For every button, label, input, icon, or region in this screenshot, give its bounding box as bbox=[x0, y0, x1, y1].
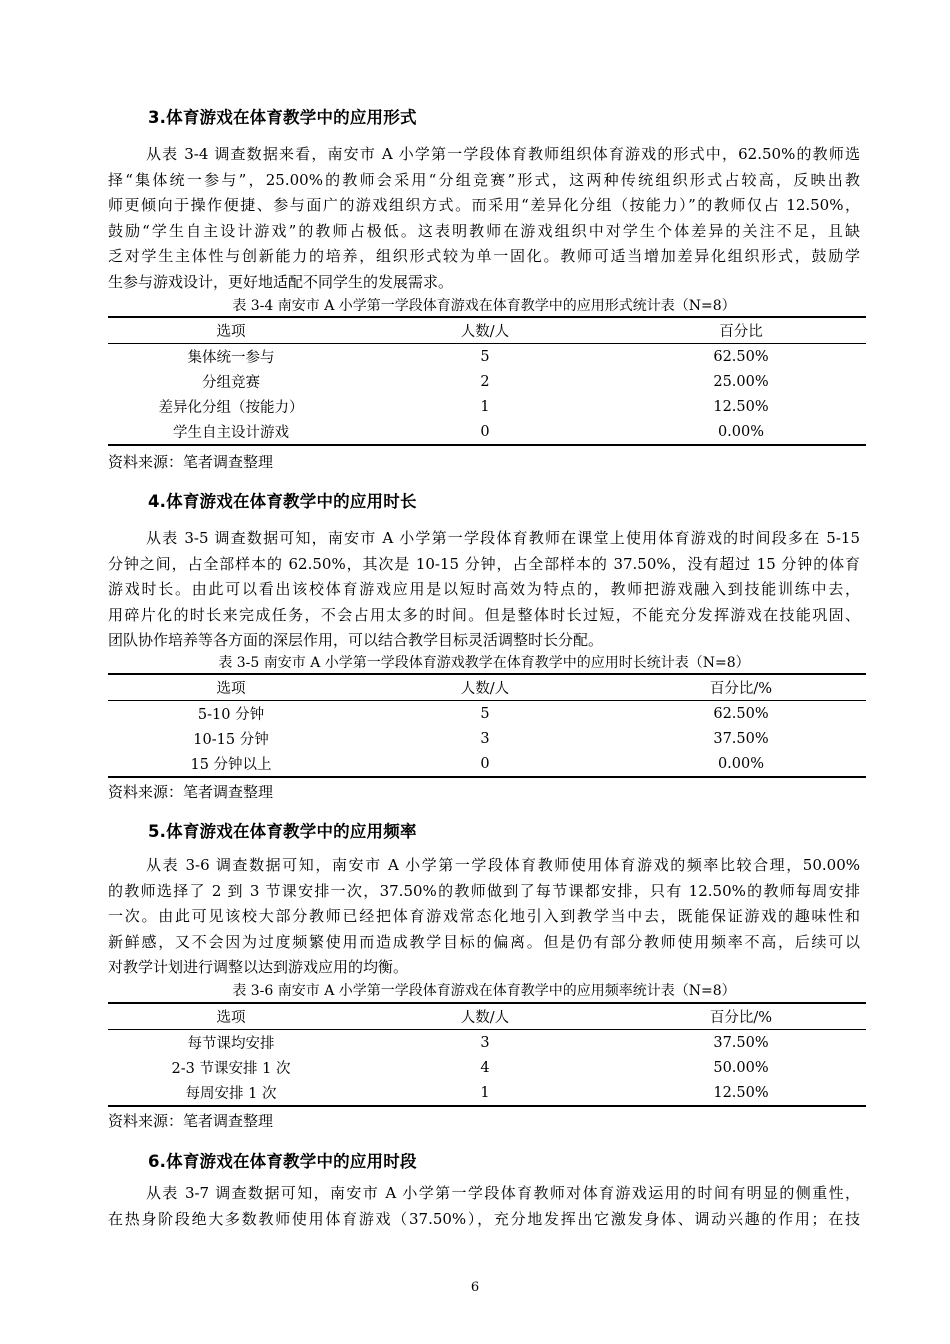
table-cell: 37.50% bbox=[713, 730, 769, 747]
table-cell: 1 bbox=[354, 1080, 616, 1106]
table-cell: 5 bbox=[480, 705, 490, 722]
paragraph-line: 从表 3-6 调查数据可知，南安市 A 小学第一学段体育教师使用体育游戏的频率比较合理，50.00% bbox=[146, 856, 860, 874]
paragraph-line: 新鲜感，又不会因为过度频繁使用而造成教学目标的偏离。但是仍有部分教师使用频率不高，后续可以 bbox=[108, 932, 860, 951]
table-cell: 37.50% bbox=[713, 1034, 769, 1051]
table-cell: 5 bbox=[480, 348, 490, 365]
table-cell: 15 分钟以上 bbox=[108, 751, 354, 777]
table-cell: 62.50% bbox=[713, 348, 769, 365]
table-3-4 bbox=[108, 316, 866, 446]
paragraph-line: 择“集体统一参与”，25.00%的教师会采用“分组竞赛”形式，这两种传统组织形式占较高，反映出教 bbox=[108, 170, 860, 189]
paragraph-line: 师更倾向于操作便捷、参与面广的游戏组织方式。而采用“差异化分组（按能力）”的教师仅占 12.50%， bbox=[108, 196, 860, 214]
table-cell: 0.00% bbox=[616, 751, 866, 777]
table-row bbox=[108, 701, 866, 727]
column-header: 人数/人 bbox=[354, 317, 616, 344]
column-header: 选项 bbox=[108, 1003, 354, 1030]
table-row bbox=[108, 1030, 866, 1056]
table-row bbox=[108, 419, 866, 445]
column-header: 选项 bbox=[108, 317, 354, 344]
section-4-heading: 4.体育游戏在体育教学中的应用时长 bbox=[148, 492, 417, 511]
table-cell: 5-10 分钟 bbox=[197, 707, 265, 723]
table-row bbox=[108, 394, 866, 419]
table-3-6 bbox=[108, 1002, 866, 1107]
table-header-row bbox=[108, 1003, 866, 1030]
table-header-row bbox=[108, 674, 866, 701]
table-3-4-caption: 表 3-4 南安市 A 小学第一学段体育游戏在体育教学中的应用形式统计表（N=8） bbox=[232, 298, 736, 314]
table-cell: 2-3 节课安排 1 次 bbox=[171, 1061, 291, 1077]
table-cell: 1 bbox=[480, 398, 490, 415]
table-cell: 4 bbox=[480, 1059, 490, 1076]
table-cell: 50.00% bbox=[713, 1059, 769, 1076]
section-6-heading: 6.体育游戏在体育教学中的应用时段 bbox=[148, 1152, 417, 1171]
table-header-row bbox=[108, 317, 866, 344]
table-row bbox=[108, 369, 866, 394]
column-header: 人数/人 bbox=[354, 674, 616, 701]
column-header: 百分比 bbox=[616, 317, 866, 344]
table-cell: 12.50% bbox=[616, 1080, 866, 1106]
table-row bbox=[108, 726, 866, 751]
section-5-heading: 5.体育游戏在体育教学中的应用频率 bbox=[148, 822, 417, 841]
paragraph-line: 在热身阶段绝大多数教师使用体育游戏（37.50%），充分地发挥出它激发身体、调动兴趣的作用；在技 bbox=[108, 1209, 860, 1228]
section-4-paragraph bbox=[108, 526, 860, 654]
paragraph-line: 乏对学生主体性与创新能力的培养，组织形式较为单一固化。教师可适当增加差异化组织形式，鼓励学 bbox=[108, 247, 860, 265]
table-row bbox=[108, 1080, 866, 1106]
section-6-paragraph bbox=[108, 1181, 860, 1232]
paragraph-line: 对教学计划进行调整以达到游戏应用的均衡。 bbox=[108, 958, 409, 976]
table-row bbox=[108, 344, 866, 370]
paragraph-line: 生参与游戏设计，更好地适配不同学生的发展需求。 bbox=[108, 272, 454, 291]
table-cell: 0.00% bbox=[616, 419, 866, 445]
table-cell: 集体统一参与 bbox=[187, 350, 275, 366]
paragraph-line: 从表 3-4 调查数据来看，南安市 A 小学第一学段体育教师组织体育游戏的形式中，62.50%的教师选 bbox=[146, 145, 860, 163]
table-cell: 3 bbox=[480, 1034, 490, 1051]
table-cell: 0 bbox=[354, 419, 616, 445]
page-number: 6 bbox=[470, 1280, 480, 1295]
table-cell: 每周安排 1 次 bbox=[108, 1080, 354, 1106]
table-3-4-source: 资料来源：笔者调查整理 bbox=[108, 453, 274, 471]
section-3-paragraph bbox=[108, 142, 860, 295]
paragraph-line: 一次。由此可见该校大部分教师已经把体育游戏常态化地引入到教学当中去，既能保证游戏的趣味性和 bbox=[108, 907, 860, 925]
table-cell: 10-15 分钟 bbox=[193, 732, 269, 748]
table-cell: 62.50% bbox=[713, 705, 769, 722]
table-cell: 分组竞赛 bbox=[202, 375, 260, 391]
paragraph-line: 团队协作培养等各方面的深层作用，可以结合教学目标灵活调整时长分配。 bbox=[108, 631, 604, 649]
table-3-6-source: 资料来源：笔者调查整理 bbox=[108, 1112, 274, 1130]
table-cell: 差异化分组（按能力） bbox=[158, 400, 304, 416]
table-3-5-caption: 表 3-5 南安市 A 小学第一学段体育游戏教学在体育教学中的应用时长统计表（N=8） bbox=[218, 655, 750, 671]
table-cell: 0 bbox=[354, 751, 616, 777]
column-header: 百分比/% bbox=[616, 1003, 866, 1030]
table-cell: 12.50% bbox=[713, 398, 769, 415]
table-cell: 每节课均安排 bbox=[187, 1036, 275, 1052]
table-3-5 bbox=[108, 673, 866, 778]
paragraph-line: 用碎片化的时长来完成任务，不会占用太多的时间。但是整体时长过短，不能充分发挥游戏在技能巩固、 bbox=[108, 605, 860, 624]
table-cell: 学生自主设计游戏 bbox=[108, 419, 354, 445]
paragraph-line: 鼓励“学生自主设计游戏”的教师占极低。这表明教师在游戏组织中对学生个体差异的关注不足，且缺 bbox=[108, 221, 860, 240]
section-5-paragraph bbox=[108, 853, 860, 981]
column-header: 百分比/% bbox=[616, 674, 866, 701]
paragraph-line: 的教师选择了 2 到 3 节课安排一次，37.50%的教师做到了每节课都安排，只有 12.50%的教师每周安排 bbox=[108, 881, 860, 900]
table-row bbox=[108, 751, 866, 777]
paragraph-line: 分钟之间，占全部样本的 62.50%，其次是 10-15 分钟，占全部样本的 37.50%，没有超过 15 分钟的体育 bbox=[108, 554, 860, 573]
table-3-5-source: 资料来源：笔者调查整理 bbox=[108, 783, 274, 801]
table-cell: 25.00% bbox=[713, 373, 769, 390]
column-header: 选项 bbox=[108, 674, 354, 701]
paragraph-line: 从表 3-7 调查数据可知，南安市 A 小学第一学段体育教师对体育游戏运用的时间有明显的侧重性， bbox=[146, 1184, 860, 1202]
table-row bbox=[108, 1055, 866, 1080]
table-3-6-caption: 表 3-6 南安市 A 小学第一学段体育游戏在体育教学中的应用频率统计表（N=8） bbox=[232, 983, 736, 999]
table-cell: 2 bbox=[480, 373, 490, 390]
section-3-heading: 3.体育游戏在体育教学中的应用形式 bbox=[148, 108, 417, 127]
table-cell: 3 bbox=[480, 730, 490, 747]
paragraph-line: 游戏时长。由此可以看出该校体育游戏应用是以短时高效为特点的，教师把游戏融入到技能训练中去， bbox=[108, 580, 860, 598]
paragraph-line: 从表 3-5 调查数据可知，南安市 A 小学第一学段体育教师在课堂上使用体育游戏的时间段多在 5-15 bbox=[146, 529, 860, 547]
column-header: 人数/人 bbox=[354, 1003, 616, 1030]
